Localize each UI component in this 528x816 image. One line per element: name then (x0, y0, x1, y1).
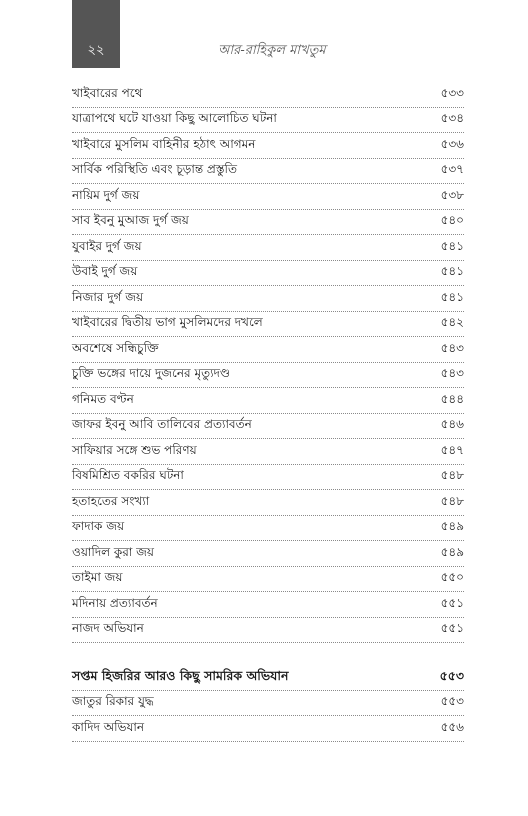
toc-entry-page: ৫৩৩ (440, 85, 464, 100)
toc-entry-title: খাইবারের পথে (72, 85, 143, 100)
toc-entry-page: ৫৩৭ (440, 162, 464, 176)
toc-entry[interactable] (72, 592, 464, 618)
toc-entry-page: ৫৪১ (440, 289, 464, 304)
toc-entry[interactable] (72, 235, 464, 261)
toc-entry-page: ৫৪৮ (440, 493, 464, 508)
toc-entry-page: ৫৫৩ (440, 694, 464, 708)
toc-entry[interactable] (72, 133, 464, 159)
toc-entry-page: ৫৪৯ (440, 544, 464, 559)
toc-entry-page: ৫৪৩ (440, 366, 464, 380)
toc-entry[interactable] (72, 541, 464, 567)
toc-entry[interactable] (72, 82, 464, 108)
toc-entry-title: অবশেষে সন্ধিচুক্তি (72, 340, 159, 355)
toc-entry-page: ৫৩৮ (440, 187, 464, 202)
toc-entry-title: মদিনায় প্রত্যাবর্তন (72, 595, 158, 610)
toc-entry-title: তাইমা জয় (72, 570, 123, 584)
toc-entry-title: নিজার দুর্গ জয় (72, 289, 144, 304)
toc-entry[interactable] (72, 618, 464, 644)
toc-entry-title: সাব ইবনু মুআজ দুর্গ জয় (72, 213, 189, 227)
toc-entry-title: গনিমত বণ্টন (72, 391, 134, 406)
toc-entry-title: সাফিয়ার সঙ্গে শুভ পরিণয় (72, 442, 197, 457)
toc-entry-page: ৫৫১ (440, 621, 464, 635)
toc-entry-title: ফাদাক জয় (72, 519, 125, 533)
toc-entry-page: ৫৫৬ (440, 719, 464, 734)
toc-entry-title: যাত্রাপথে ঘটে যাওয়া কিছু আলোচিত ঘটনা (72, 111, 277, 125)
toc-entry[interactable] (72, 465, 464, 491)
toc-entry-page: ৫৪৪ (440, 391, 464, 406)
toc-entry[interactable] (72, 184, 464, 210)
toc-entry-title: উবাই দুর্গ জয় (72, 264, 138, 278)
toc-entry[interactable] (72, 286, 464, 312)
toc-entry-title: খাইবারের দ্বিতীয় ভাগ মুসলিমদের দখলে (72, 315, 263, 329)
toc-entry[interactable] (72, 210, 464, 236)
toc-entry-page: ৫৪১ (440, 264, 464, 278)
toc-entry-page: ৫৫০ (440, 570, 464, 584)
toc-section-page: ৫৫৩ (439, 667, 464, 683)
toc-entry[interactable] (72, 414, 464, 440)
toc-entry-page: ৫৪৩ (440, 340, 464, 355)
toc-entry[interactable] (72, 516, 464, 542)
toc-entry[interactable] (72, 490, 464, 516)
table-of-contents (72, 82, 464, 742)
toc-entry[interactable] (72, 337, 464, 363)
toc-entry-title: কাদিদ অভিযান (72, 719, 145, 734)
toc-entry[interactable] (72, 567, 464, 593)
running-head: আর-রাহিকুল মাখতুম (218, 43, 326, 58)
toc-entry-title: বিষমিশ্রিত বকরির ঘটনা (72, 468, 184, 482)
toc-entry[interactable] (72, 691, 464, 717)
toc-entry-page: ৫৪১ (440, 238, 464, 253)
toc-entry-page: ৫৫১ (440, 595, 464, 610)
toc-entry-title: চুক্তি ভঙ্গের দায়ে দুজনের মৃত্যুদণ্ড (72, 366, 231, 380)
toc-entry-page: ৫৩৪ (440, 111, 464, 125)
toc-entry[interactable] (72, 363, 464, 389)
toc-entry-page: ৫৪০ (440, 213, 464, 227)
toc-entry-page: ৫৪৯ (440, 519, 464, 533)
toc-entry[interactable] (72, 439, 464, 465)
toc-entry-title: যুবাইর দুর্গ জয় (72, 238, 142, 253)
section-gap (72, 643, 464, 665)
toc-entry-page: ৫৪৮ (440, 468, 464, 482)
toc-entry[interactable] (72, 159, 464, 185)
toc-entry[interactable] (72, 716, 464, 742)
toc-entry[interactable] (72, 388, 464, 414)
toc-entry-title: জাফর ইবনু আবি তালিবের প্রত্যাবর্তন (72, 417, 252, 431)
toc-entry[interactable] (72, 261, 464, 287)
toc-entry-title: নায়িম দুর্গ জয় (72, 187, 140, 202)
toc-entry-title: সার্বিক পরিস্থিতি এবং চূড়ান্ত প্রস্তুতি (72, 162, 237, 176)
toc-entry-title: নাজদ অভিযান (72, 621, 144, 635)
toc-entry-title: হতাহতের সংখ্যা (72, 493, 150, 508)
toc-entry-title: খাইবারে মুসলিম বাহিনীর হঠাৎ আগমন (72, 136, 256, 151)
toc-section-heading[interactable] (72, 665, 464, 691)
toc-section-title: সপ্তম হিজরির আরও কিছু সামরিক অভিযান (72, 667, 289, 683)
toc-entry-page: ৫৪২ (440, 315, 464, 329)
toc-entry-page: ৫৩৬ (440, 136, 464, 151)
toc-entry-title: জাতুর রিকার যুদ্ধ (72, 694, 154, 708)
toc-entry-page: ৫৪৭ (440, 442, 464, 457)
toc-entry-title: ওয়াদিল কুরা জয় (72, 544, 154, 559)
toc-entry-page: ৫৪৬ (440, 417, 464, 431)
page-number: ২২ (87, 43, 105, 58)
toc-entry[interactable] (72, 108, 464, 134)
toc-entry[interactable] (72, 312, 464, 338)
